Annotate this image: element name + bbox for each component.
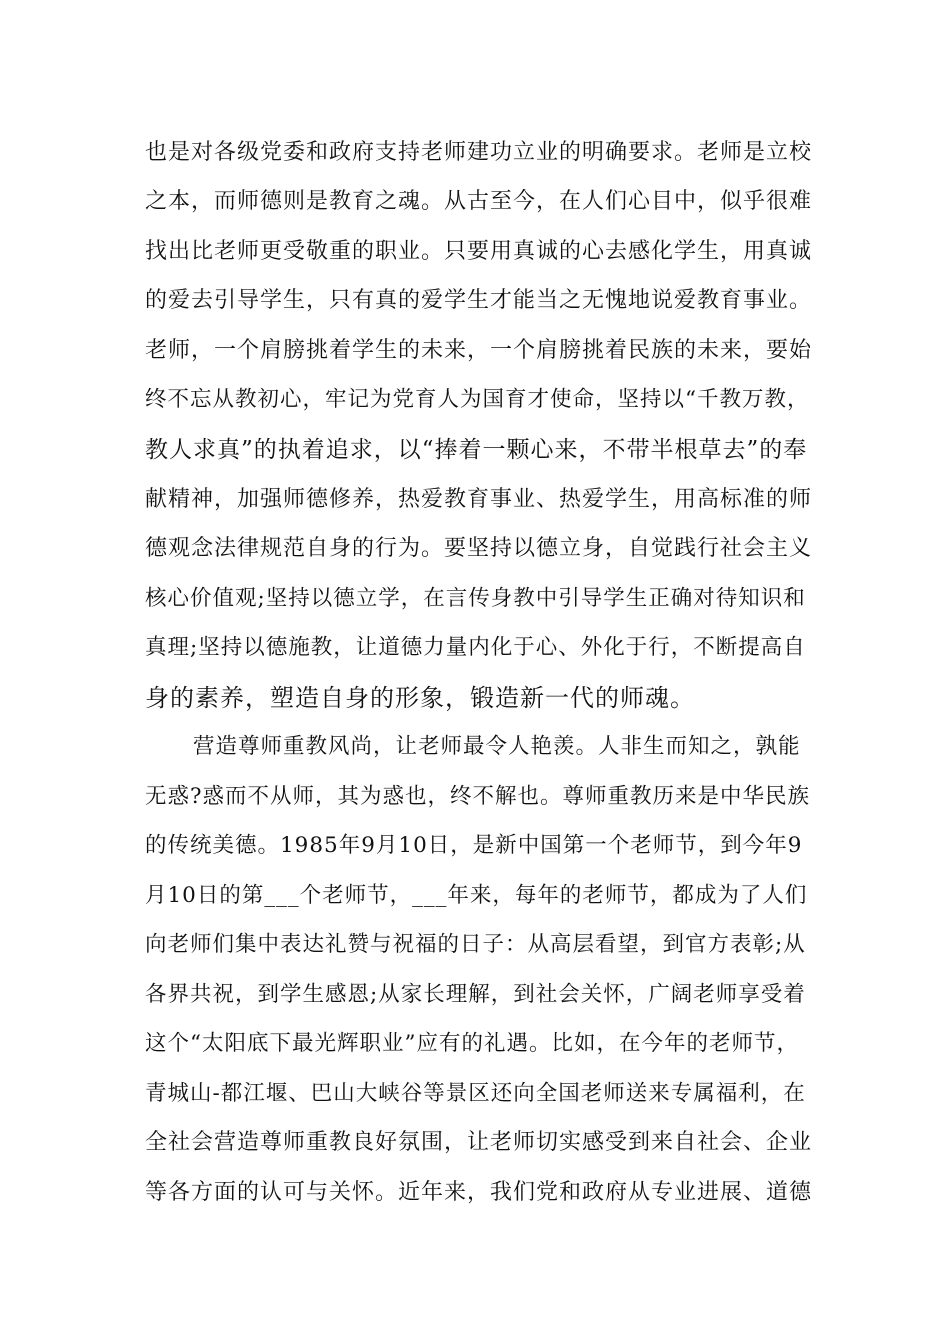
- text-line: 各界共祝，到学生感恩;从家长理解，到社会关怀，广阔老师享受着: [145, 982, 806, 1007]
- text-line: 教人求真”的执着追求，以“捧着一颗心来，不带半根草去”的奉: [145, 437, 808, 463]
- text-line: 全社会营造尊师重教良好氛围，让老师切实感受到来自社会、企业: [145, 1130, 813, 1155]
- text-line: 核心价值观;坚持以德立学，在言传身教中引导学生正确对待知识和: [145, 586, 806, 611]
- text-line: 老师，一个肩膀挑着学生的未来，一个肩膀挑着民族的未来，要始: [145, 338, 813, 363]
- text-line: 也是对各级党委和政府支持老师建功立业的明确要求。老师是立校: [145, 140, 813, 165]
- text-line: 之本，而师德则是教育之魂。从古至今，在人们心目中，似乎很难: [145, 189, 813, 214]
- paragraph-first-line: 营造尊师重教风尚，让老师最令人艳羡。人非生而知之，孰能: [193, 734, 801, 759]
- text-line: 这个“太阳底下最光辉职业”应有的礼遇。比如，在今年的老师节，: [145, 1031, 799, 1056]
- text-line: 找出比老师更受敬重的职业。只要用真诚的心去感化学生，用真诚: [145, 239, 813, 264]
- text-line: 身的素养，塑造自身的形象，锻造新一代的师魂。: [145, 684, 695, 712]
- text-line: 月10日的第___个老师节，___年来，每年的老师节，都成为了人们: [145, 883, 808, 908]
- text-line: 等各方面的认可与关怀。近年来，我们党和政府从专业进展、道德: [145, 1180, 813, 1205]
- text-line: 的传统美德。1985年9月10日，是新中国第一个老师节，到今年9: [145, 833, 803, 858]
- text-line: 献精神，加强师德修养，热爱教育事业、热爱学生，用高标准的师: [145, 487, 813, 512]
- text-line: 德观念法律规范自身的行为。要坚持以德立身，自觉践行社会主义: [145, 536, 813, 561]
- text-line: 向老师们集中表达礼赞与祝福的日子：从高层看望，到官方表彰;从: [145, 932, 806, 957]
- text-line: 终不忘从教初心，牢记为党育人为国育才使命，坚持以“千教万教，: [145, 387, 810, 412]
- text-line: 青城山-都江堰、巴山大峡谷等景区还向全国老师送来专属福利，在: [145, 1081, 806, 1106]
- text-line: 无惑?惑而不从师，其为惑也，终不解也。尊师重教历来是中华民族: [145, 784, 811, 809]
- text-line: 真理;坚持以德施教，让道德力量内化于心、外化于行，不断提高自: [145, 635, 806, 660]
- text-line: 的爱去引导学生，只有真的爱学生才能当之无愧地说爱教育事业。: [145, 288, 813, 313]
